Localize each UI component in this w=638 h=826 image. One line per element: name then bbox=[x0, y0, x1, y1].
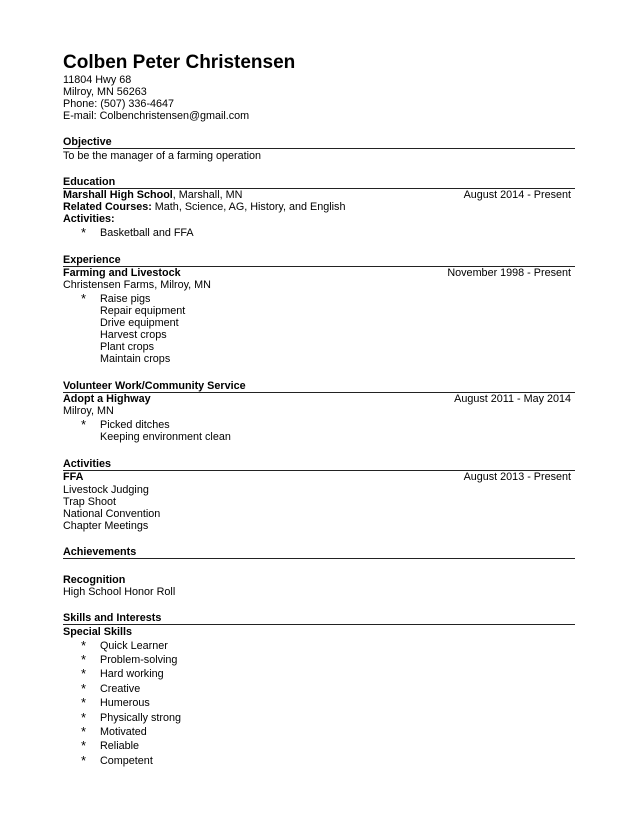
education-school-line bbox=[63, 189, 242, 201]
recognition-item: High School Honor Roll bbox=[63, 586, 176, 598]
skill-item: Hard working bbox=[100, 668, 164, 680]
courses-list: Math, Science, AG, History, and English bbox=[151, 201, 346, 213]
volunteer-heading: Volunteer Work/Community Service bbox=[63, 380, 246, 392]
school-name: Marshall High School bbox=[63, 189, 173, 201]
special-skills-heading: Special Skills bbox=[63, 626, 133, 638]
education-activity: Basketball and FFA bbox=[100, 227, 194, 239]
skill-item: Reliable bbox=[100, 740, 140, 752]
experience-duty: Plant crops bbox=[100, 341, 155, 353]
experience-title: Farming and Livestock bbox=[63, 267, 181, 279]
bullet-icon: * bbox=[81, 417, 87, 432]
skill-item: Physically strong bbox=[100, 712, 182, 724]
skill-item: Humerous bbox=[100, 697, 150, 709]
bullet-icon: * bbox=[81, 681, 87, 696]
experience-heading: Experience bbox=[63, 254, 121, 266]
activities-item: Chapter Meetings bbox=[63, 520, 149, 532]
activities-label: Activities: bbox=[63, 213, 115, 225]
objective-text: To be the manager of a farming operation bbox=[63, 150, 262, 162]
school-location: , Marshall, MN bbox=[172, 189, 243, 201]
skill-item: Quick Learner bbox=[100, 640, 168, 652]
experience-employer: Christensen Farms, Milroy, MN bbox=[63, 279, 211, 291]
activities-dates: August 2013 - Present bbox=[463, 471, 571, 483]
education-heading: Education bbox=[63, 176, 116, 188]
bullet-icon: * bbox=[81, 753, 87, 768]
bullet-icon: * bbox=[81, 710, 87, 725]
volunteer-item: Picked ditches bbox=[100, 419, 170, 431]
activities-item: National Convention bbox=[63, 508, 161, 520]
resume-name: Colben Peter Christensen bbox=[63, 52, 296, 73]
courses-label: Related Courses: bbox=[63, 201, 152, 213]
volunteer-title: Adopt a Highway bbox=[63, 393, 151, 405]
related-courses bbox=[63, 201, 345, 213]
bullet-icon: * bbox=[81, 652, 87, 667]
experience-duty: Repair equipment bbox=[100, 305, 186, 317]
education-dates: August 2014 - Present bbox=[463, 189, 571, 201]
bullet-icon: * bbox=[81, 291, 87, 306]
activities-item: Trap Shoot bbox=[63, 496, 117, 508]
volunteer-location: Milroy, MN bbox=[63, 405, 114, 417]
achievements-heading: Achievements bbox=[63, 546, 137, 558]
skills-heading: Skills and Interests bbox=[63, 612, 162, 624]
skill-item: Creative bbox=[100, 683, 141, 695]
recognition-heading: Recognition bbox=[63, 574, 126, 586]
bullet-icon: * bbox=[81, 695, 87, 710]
skill-item: Motivated bbox=[100, 726, 147, 738]
address-line-1: 11804 Hwy 68 bbox=[63, 74, 132, 86]
bullet-icon: * bbox=[81, 724, 87, 739]
volunteer-dates: August 2011 - May 2014 bbox=[454, 393, 571, 405]
bullet-icon: * bbox=[81, 738, 87, 753]
experience-dates: November 1998 - Present bbox=[447, 267, 571, 279]
address-line-2: Milroy, MN 56263 bbox=[63, 86, 147, 98]
bullet-icon: * bbox=[81, 225, 87, 240]
phone: Phone: (507) 336-4647 bbox=[63, 98, 175, 110]
achievements-divider bbox=[63, 558, 575, 559]
objective-heading: Objective bbox=[63, 136, 112, 148]
activities-title: FFA bbox=[63, 471, 84, 483]
activities-item: Livestock Judging bbox=[63, 484, 149, 496]
bullet-icon: * bbox=[81, 638, 87, 653]
skill-item: Problem-solving bbox=[100, 654, 178, 666]
bullet-icon: * bbox=[81, 666, 87, 681]
skill-item: Competent bbox=[100, 755, 153, 767]
volunteer-item: Keeping environment clean bbox=[100, 431, 231, 443]
experience-duty: Raise pigs bbox=[100, 293, 151, 305]
experience-duty: Harvest crops bbox=[100, 329, 167, 341]
activities-heading: Activities bbox=[63, 458, 112, 470]
skills-divider bbox=[63, 624, 575, 625]
experience-duty: Maintain crops bbox=[100, 353, 171, 365]
experience-duty: Drive equipment bbox=[100, 317, 179, 329]
objective-divider bbox=[63, 148, 575, 149]
email: E-mail: Colbenchristensen@gmail.com bbox=[63, 110, 250, 122]
